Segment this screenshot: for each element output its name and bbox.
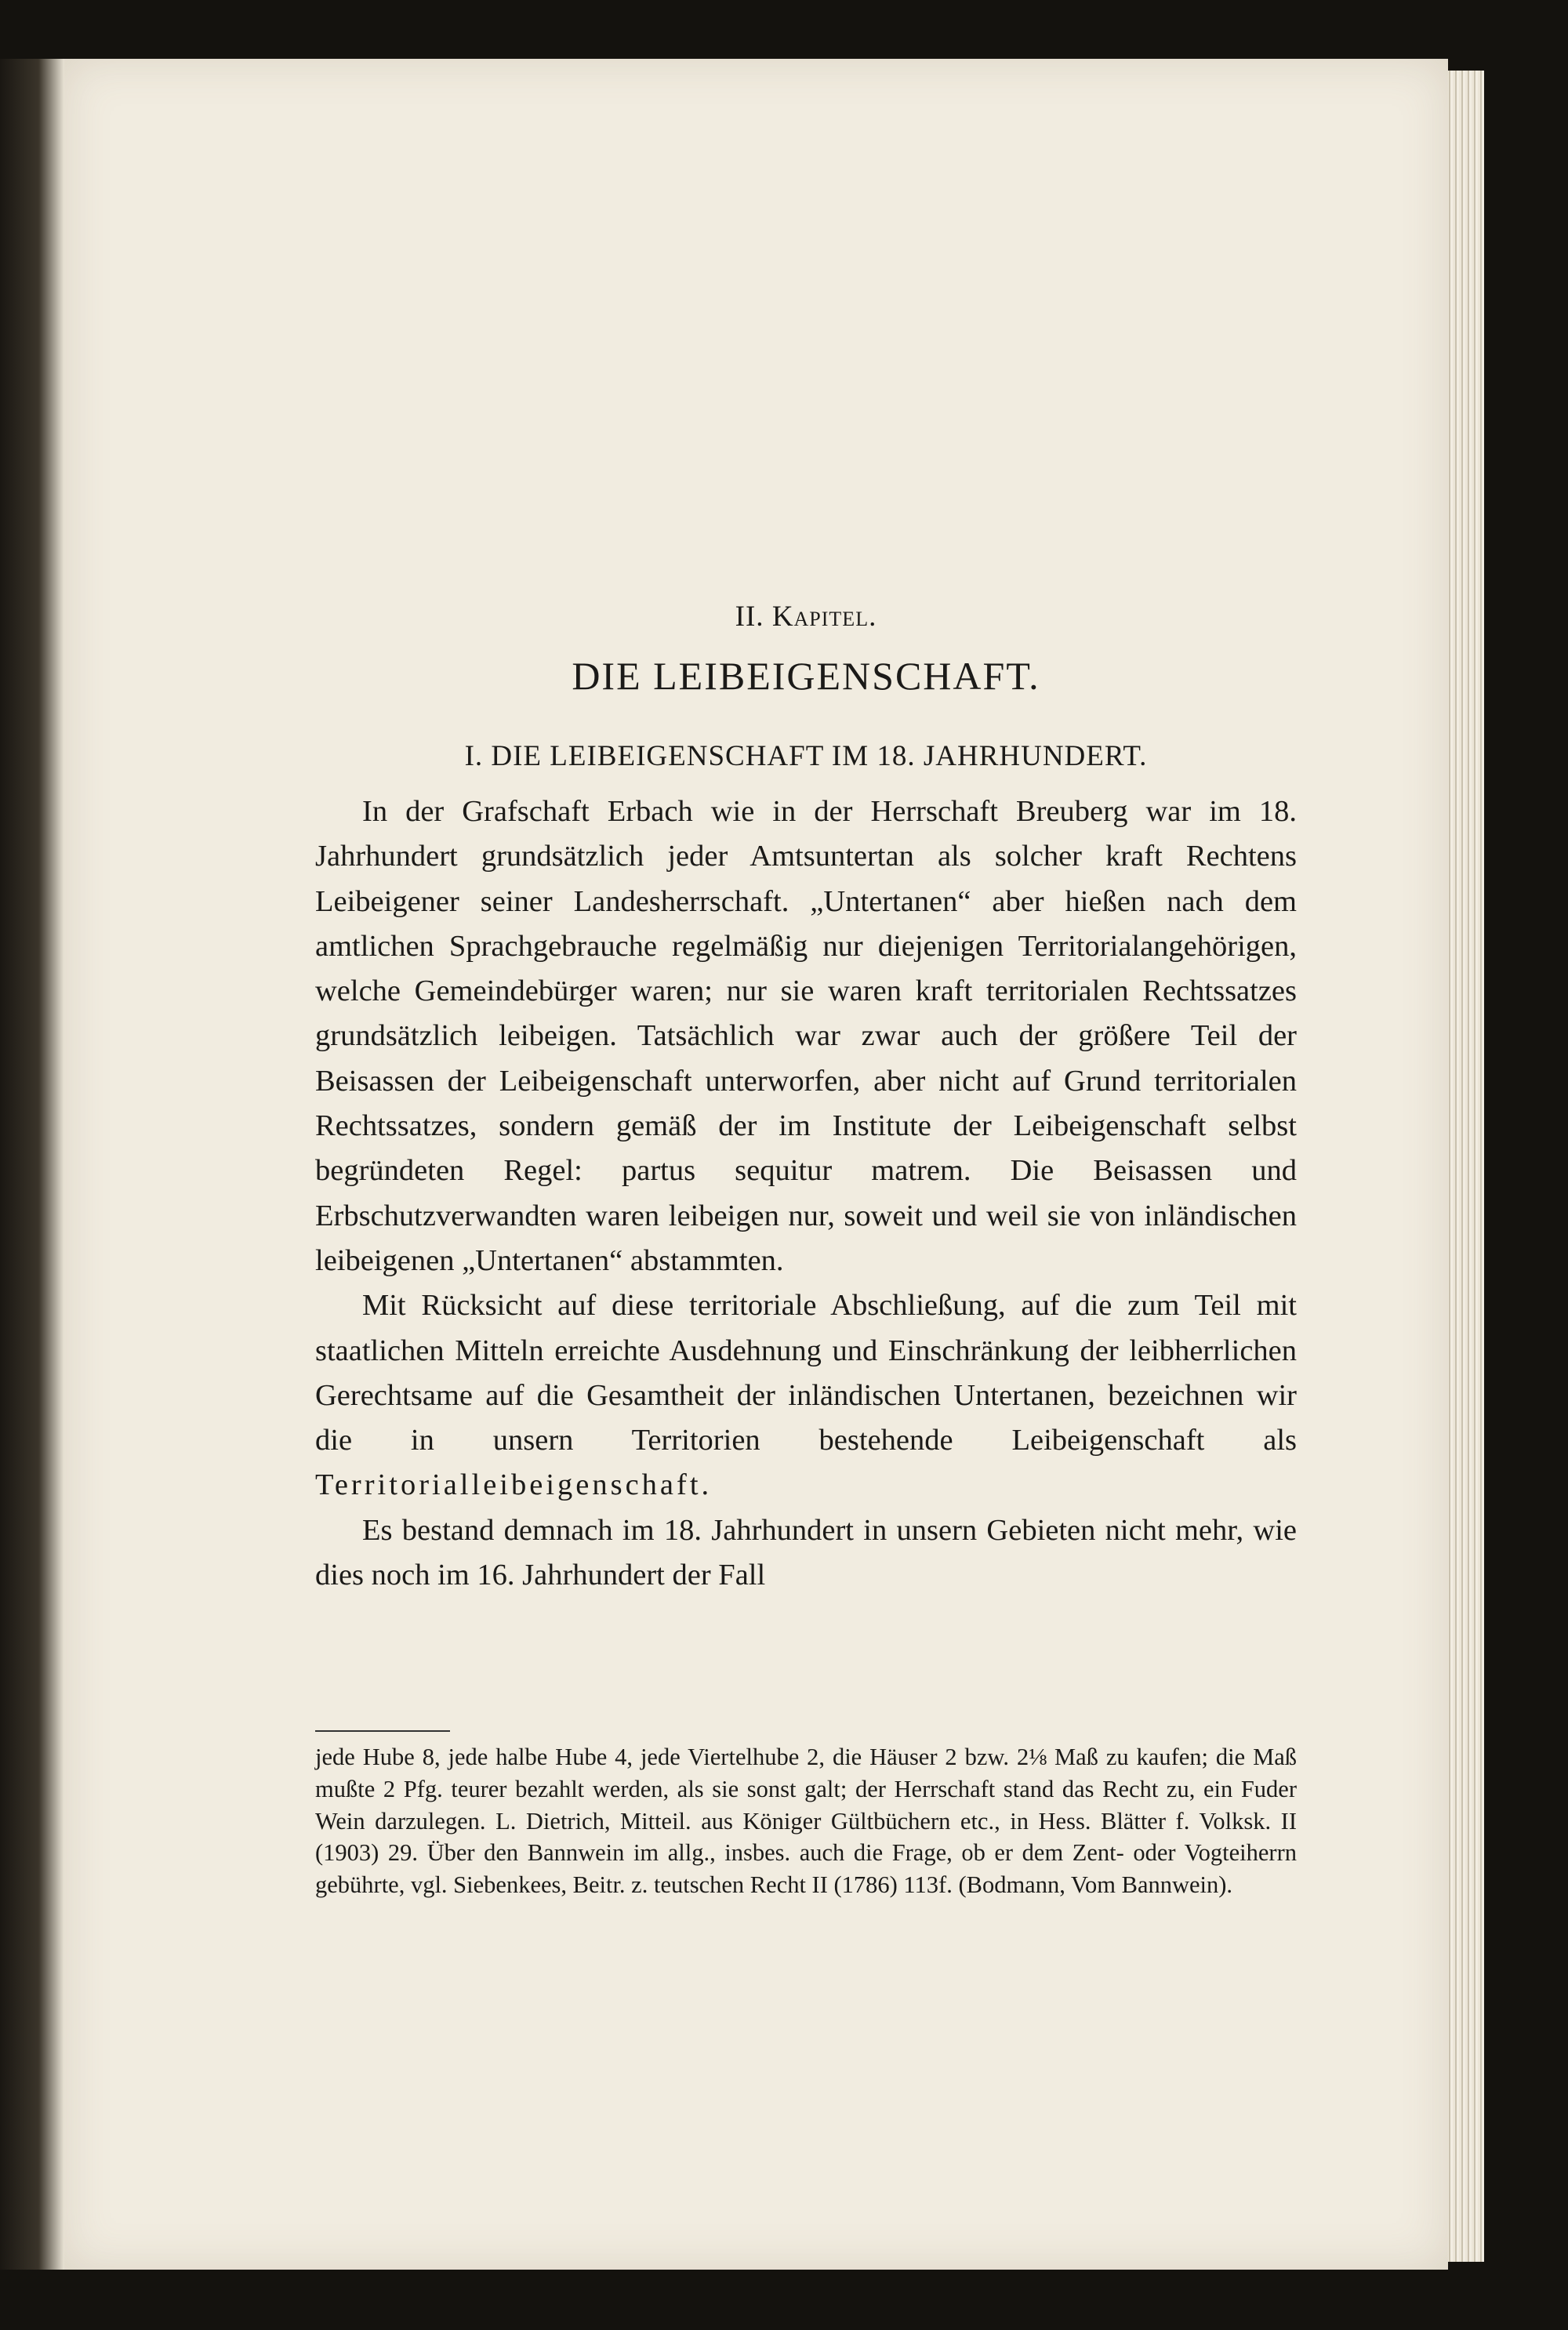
chapter-word: Kapitel. xyxy=(771,601,877,633)
paragraph-2 xyxy=(315,1283,1297,1508)
book-gutter xyxy=(0,59,64,2270)
paragraph-2-text: Mit Rücksicht auf diese territoriale Abschließung, auf die zum Teil mit staatlichen Mitteln erreichte Ausdehnung und Einschränkung der leibherrlichen Gerechtsame auf die Gesamtheit der inländischen Untertanen, bezeichnen wir die in unsern Territorien bestehende Leibeigenschaft als xyxy=(315,1289,1297,1457)
chapter-number: II. xyxy=(735,601,764,633)
section-title: I. DIE LEIBEIGENSCHAFT IM 18. JAHRHUNDERT. xyxy=(464,740,1148,772)
footnote: jede Hube 8, jede halbe Hube 4, jede Viertelhube 2, die Häuser 2 bzw. 2⅛ Maß zu kaufen; die Maß mußte 2 Pfg. teurer bezahlt werden, als sie sonst galt; der Herrschaft stand das Recht zu, ein Fuder Wein darzulegen. L. Dietrich, Mitteil. aus Königer Gültbüchern etc., in Hess. Blätter f. Volksk. II (1903) 29. Über den Bannwein im allg., insbes. auch die Frage, ob er dem Zent- oder Vogteiherrn gebührte, vgl. Siebenkees, Beitr. z. teutschen Recht II (1786) 113f. (Bodmann, Vom Bannwein). xyxy=(315,1744,1297,1899)
chapter-title: DIE LEIBEIGENSCHAFT. xyxy=(572,654,1040,698)
paragraph-2-end: . xyxy=(701,1468,710,1502)
paragraph-3: Es bestand demnach im 18. Jahrhundert in unsern Gebieten nicht mehr, wie dies noch im 16. Jahrhundert der Fall xyxy=(315,1513,1297,1592)
page-edges xyxy=(1446,71,1484,2262)
chapter-label xyxy=(315,600,1297,633)
paragraph-2-emphasis: Territorialleibeigenschaft xyxy=(315,1468,702,1502)
book-page xyxy=(64,59,1448,2270)
footnote-rule xyxy=(315,1730,450,1732)
body-text xyxy=(315,789,1297,1598)
paragraph-1: In der Grafschaft Erbach wie in der Herrschaft Breuberg war im 18. Jahrhundert grundsätzlich jeder Amtsuntertan als solcher kraft Rechtens Leibeigener seiner Landesherrschaft. „Untertanen“ aber hießen nach dem amtlichen Sprachgebrauche regelmäßig nur diejenigen Territorialangehörigen, welche Gemeindebürger waren; nur sie waren kraft territorialen Rechtssatzes grundsätzlich leibeigen. Tatsächlich war zwar auch der größere Teil der Beisassen der Leibeigenschaft unterworfen, aber nicht auf Grund territorialen Rechtssatzes, sondern gemäß der im Institute der Leibeigenschaft selbst begründeten Regel: partus sequitur matrem. Die Beisassen und Erbschutzverwandten waren leibeigen nur, soweit und weil sie von inländischen leibeigenen „Untertanen“ abstammten. xyxy=(315,795,1297,1277)
